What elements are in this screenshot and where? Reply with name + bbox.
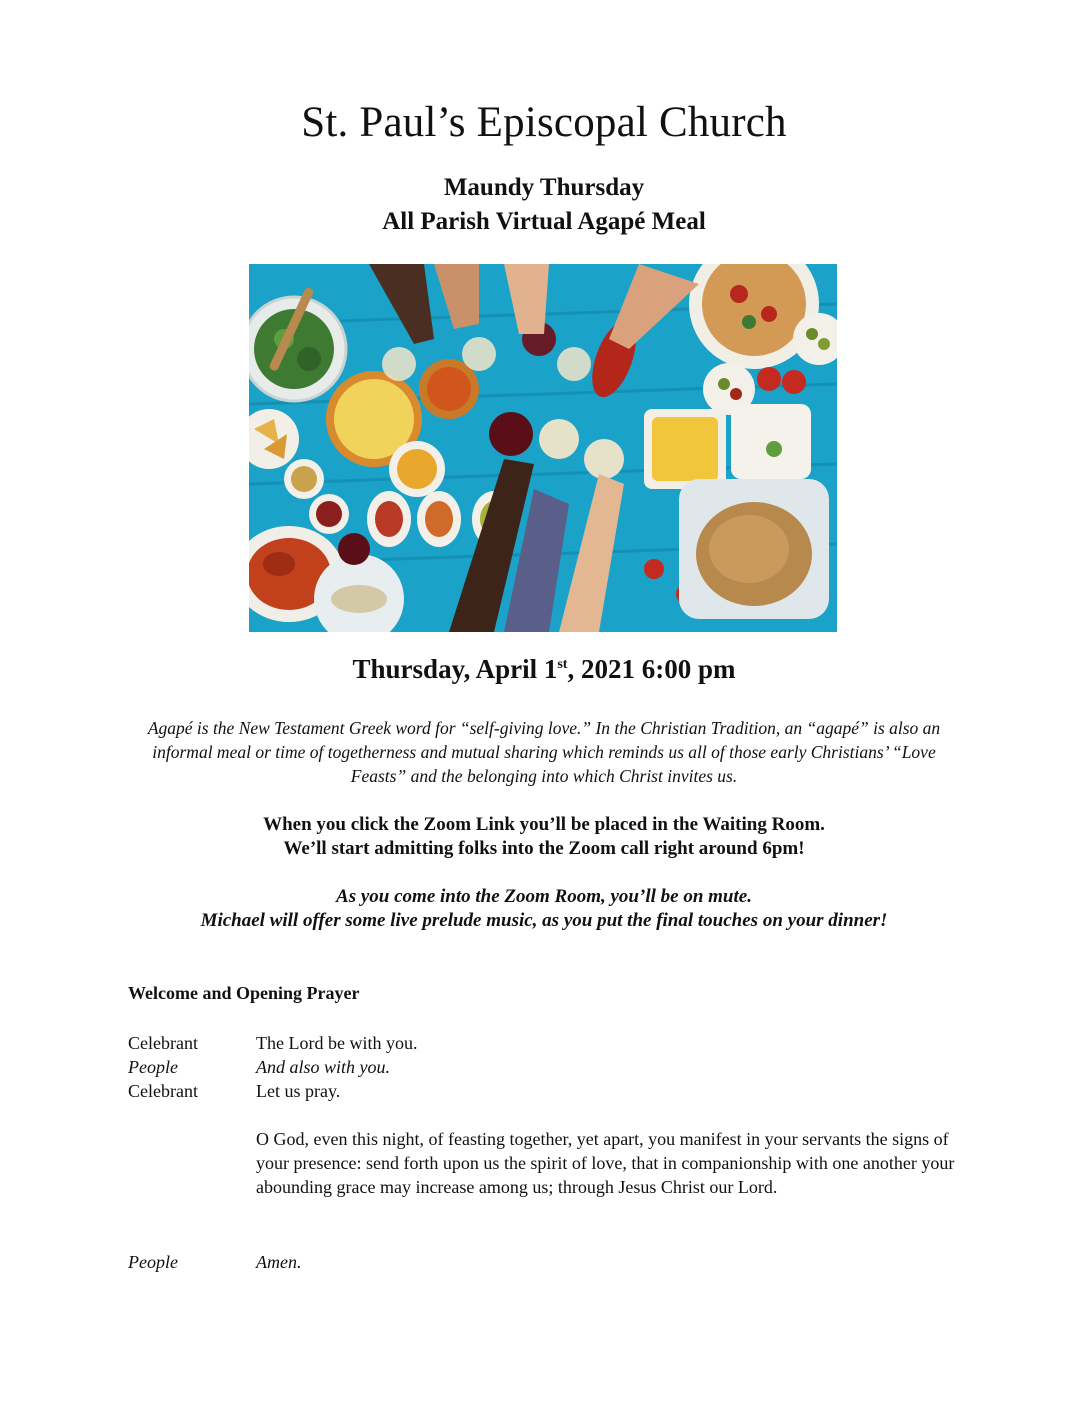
church-title: St. Paul’s Episcopal Church bbox=[301, 99, 787, 146]
agape-description: Agapé is the New Testament Greek word for “self-giving love.” In the Christian Tradition, an “agapé” is also an informal meal or time of togetherness and mutual sharing which reminds us all of those early Christians’ “Love Feasts” and the belonging into which Christ invites us. bbox=[147, 718, 941, 786]
agape-meal-photo bbox=[249, 264, 837, 632]
liturgy-role-blank bbox=[128, 1127, 256, 1199]
liturgy-line bbox=[128, 1031, 956, 1055]
liturgy-line bbox=[128, 1055, 956, 1079]
event-date-ordinal: st bbox=[557, 657, 568, 672]
event-date-main: Thursday, April 1 bbox=[352, 654, 558, 684]
zoom-admit-note: We’ll start admitting folks into the Zoom call right around 6pm! bbox=[283, 838, 805, 859]
service-title: Maundy Thursday bbox=[443, 174, 645, 201]
zoom-waiting-room-note: When you click the Zoom Link you’ll be placed in the Waiting Room. bbox=[263, 814, 825, 835]
opening-prayer bbox=[128, 1127, 956, 1199]
liturgy-role: Celebrant bbox=[128, 1033, 198, 1053]
event-date bbox=[0, 654, 1088, 685]
liturgy-line bbox=[128, 1250, 956, 1274]
liturgy-text: And also with you. bbox=[256, 1057, 390, 1077]
liturgy-text: Amen. bbox=[256, 1252, 302, 1272]
section-heading: Welcome and Opening Prayer bbox=[128, 983, 360, 1003]
liturgy-role: People bbox=[128, 1057, 178, 1077]
liturgy-text: The Lord be with you. bbox=[256, 1033, 418, 1053]
meal-title: All Parish Virtual Agapé Meal bbox=[382, 208, 706, 235]
liturgy-text: Let us pray. bbox=[256, 1081, 341, 1101]
liturgy-role: People bbox=[128, 1252, 178, 1272]
prelude-note: Michael will offer some live prelude music, as you put the final touches on your dinner! bbox=[200, 910, 888, 931]
prayer-text: O God, even this night, of feasting together, yet apart, you manifest in your servants the signs of your presence: send forth upon us the spirit of love, that in companionship with one another your abounding grace may increase among us; through Jesus Christ our Lord. bbox=[256, 1129, 955, 1197]
liturgy-line bbox=[128, 1079, 956, 1103]
event-date-time: , 2021 6:00 pm bbox=[567, 654, 736, 684]
mute-note: As you come into the Zoom Room, you’ll be on mute. bbox=[336, 886, 752, 907]
liturgy-role: Celebrant bbox=[128, 1081, 198, 1101]
